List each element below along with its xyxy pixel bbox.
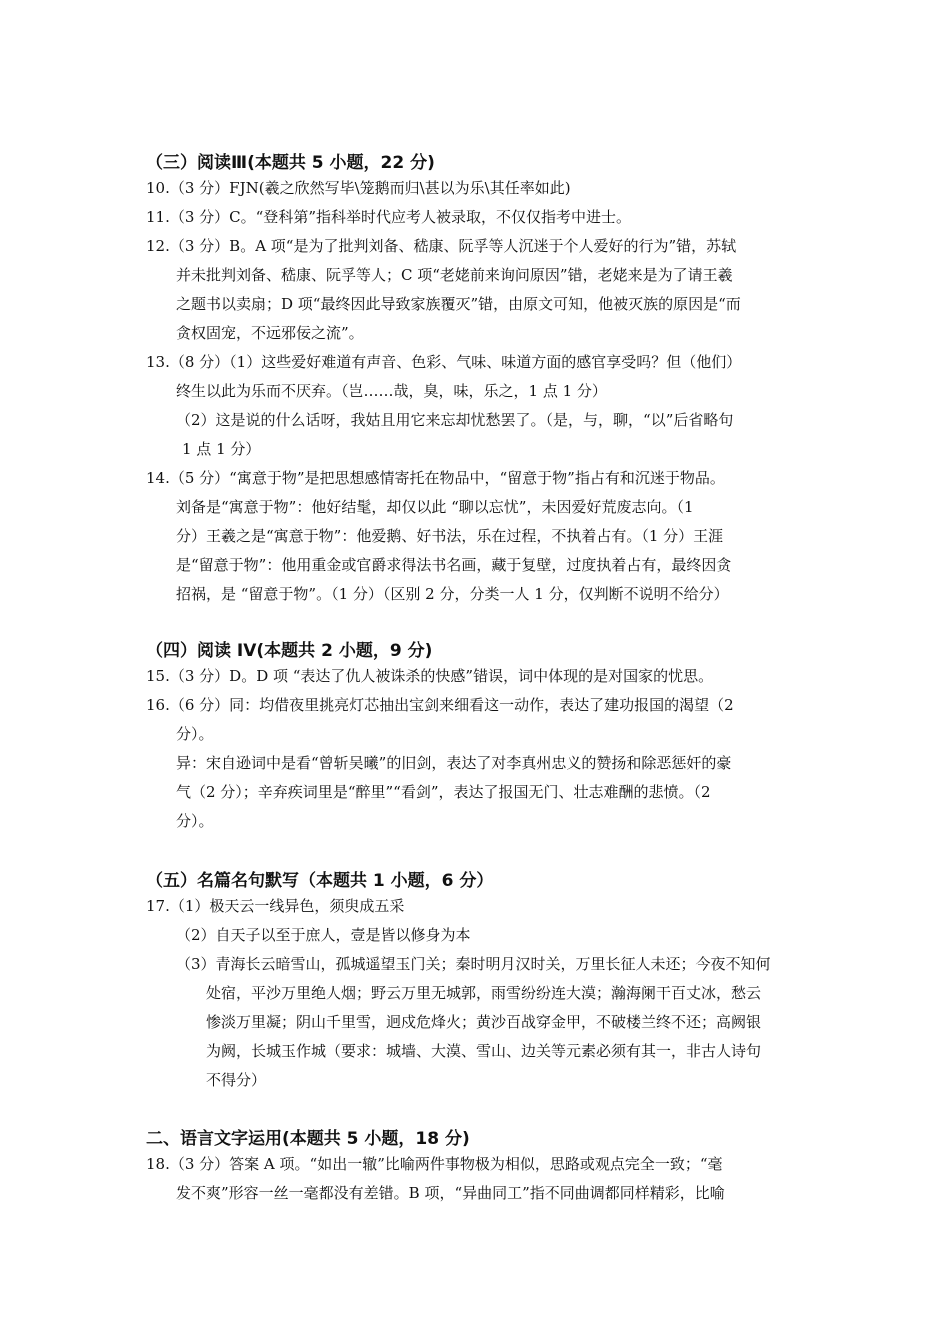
answer-line: 12.（3 分）B。A 项“是为了批判刘备、嵇康、阮孚等人沉迷于个人爱好的行为”错，苏轼: [146, 237, 737, 255]
answer-line: 分）王羲之是“寓意于物”：他爱鹅、好书法，乐在过程，不执着占有。（1 分）王涯: [176, 527, 724, 545]
answer-line: 刘备是“寓意于物”：他好结髦，却仅以此 “聊以忘忧”，未因爱好荒废志向。（1: [176, 498, 694, 516]
answer-line: 16.（6 分）同：均借夜里挑亮灯芯抽出宝剑来细看这一动作，表达了建功报国的渴望（2: [146, 696, 734, 714]
answer-line: 发不爽”形容一丝一毫都没有差错。B 项，“异曲同工”指不同曲调都同样精彩，比喻: [176, 1184, 725, 1202]
answer-line: 分）。: [176, 725, 214, 743]
answer-line: 处宿，平沙万里绝人烟；野云万里无城郭，雨雪纷纷连大漠；瀚海阑干百丈冰，愁云: [206, 984, 762, 1002]
answer-line: 终生以此为乐而不厌弃。（岂……哉，臭，味，乐之，1 点 1 分）: [176, 382, 607, 400]
answer-line: 不得分）: [206, 1071, 267, 1089]
answer-line: 10.（3 分）FJN(羲之欣然写毕\笼鹅而归\甚以为乐\其任率如此): [146, 179, 571, 197]
answer-line: 招祸，是 “留意于物”。（1 分）（区别 2 分，分类一人 1 分，仅判断不说明不给分）: [176, 585, 729, 603]
answer-line: 是“留意于物”：他用重金或官爵求得法书名画，藏于复壁，过度执着占有，最终因贪: [176, 556, 732, 574]
answer-line: 15.（3 分）D。D 项 “表达了仇人被诛杀的快感”错误，词中体现的是对国家的忧思。: [146, 667, 714, 685]
answer-line: （3）青海长云暗雪山，孤城遥望玉门关；秦时明月汉时关，万里长征人未还；今夜不知何: [176, 955, 771, 973]
answer-line: 11.（3 分）C。“登科第”指科举时代应考人被录取，不仅仅指考中进士。: [146, 208, 631, 226]
answer-line: 之题书以卖扇；D 项“最终因此导致家族覆灭”错，由原文可知，他被灭族的原因是“而: [176, 295, 741, 313]
section-heading-reading-3: （三）阅读Ⅲ(本题共 5 小题，22 分): [146, 153, 435, 173]
section-heading-reading-4: （四）阅读 IV(本题共 2 小题，9 分): [146, 641, 433, 661]
answer-line: （2）自天子以至于庶人，壹是皆以修身为本: [176, 926, 471, 944]
section-heading-language-use: 二、语言文字运用(本题共 5 小题，18 分): [146, 1129, 470, 1149]
section-heading-dictation: （五）名篇名句默写（本题共 1 小题，6 分）: [146, 871, 494, 891]
answer-line: 气（2 分）；辛弃疾词里是“醉里”“看剑”，表达了报国无门、壮志难酬的悲愤。（2: [176, 783, 711, 801]
answer-line: 并未批判刘备、嵇康、阮孚等人；C 项“老姥前来询问原因”错，老姥来是为了请王羲: [176, 266, 733, 284]
answer-line: 1 点 1 分）: [182, 440, 261, 458]
answer-line: 13.（8 分）（1）这些爱好难道有声音、色彩、气味、味道方面的感官享受吗？但（他们）: [146, 353, 742, 371]
answer-line: （2）这是说的什么话呀，我姑且用它来忘却忧愁罢了。（是，与，聊，“以”后省略句: [176, 411, 734, 429]
answer-line: 为阙，长城玉作城（要求：城墙、大漠、雪山、边关等元素必须有其一，非古人诗句: [206, 1042, 762, 1060]
answer-line: 异：宋自逊词中是看“曾斩吴曦”的旧剑，表达了对李真州忠义的赞扬和除恶惩奸的豪: [176, 754, 732, 772]
answer-line: 贪权固宠，不远邪佞之流”。: [176, 324, 364, 342]
answer-line: 分）。: [176, 812, 214, 830]
answer-line: 18.（3 分）答案 A 项。“如出一辙”比喻两件事物极为相似，思路或观点完全一致；“毫: [146, 1155, 723, 1173]
answer-line: 17.（1）极天云一线异色，须臾成五采: [146, 897, 405, 915]
answer-line: 14.（5 分）“寓意于物”是把思想感情寄托在物品中，“留意于物”指占有和沉迷于物品。: [146, 469, 725, 487]
answer-line: 惨淡万里凝；阴山千里雪，迥戍危烽火；黄沙百战穿金甲，不破楼兰终不还；高阙银: [206, 1013, 762, 1031]
